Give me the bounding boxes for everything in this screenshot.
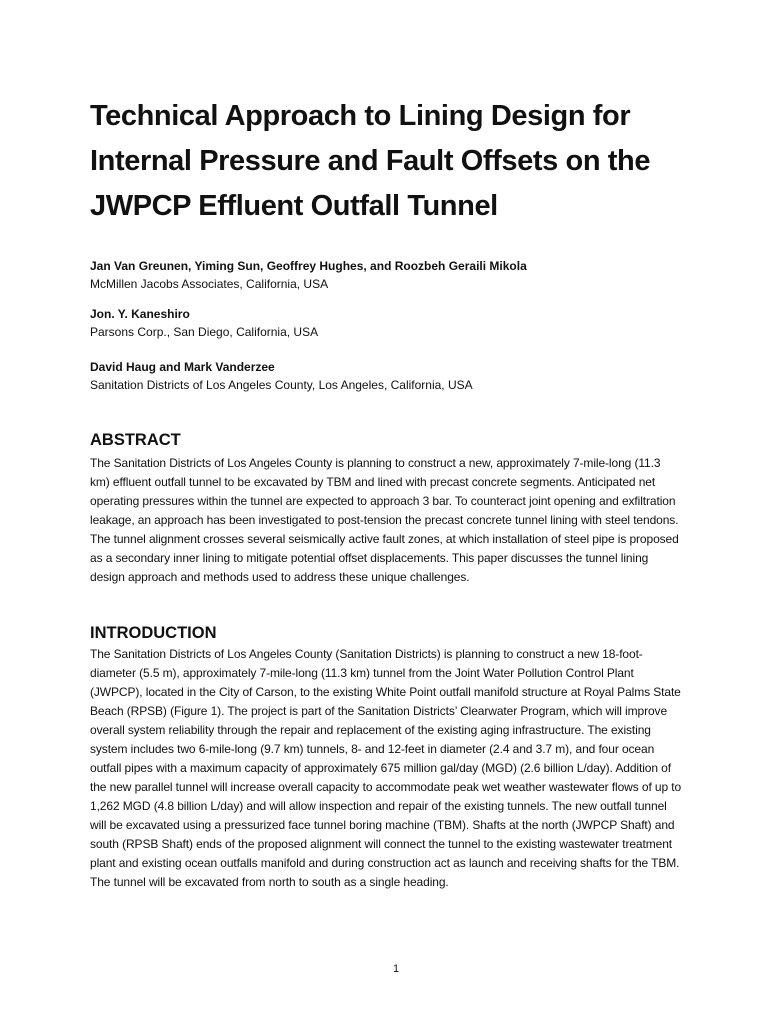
introduction-heading: INTRODUCTION bbox=[90, 624, 217, 642]
author-group-1 bbox=[90, 257, 682, 293]
author-names: Jon. Y. Kaneshiro bbox=[90, 307, 190, 321]
paper-page bbox=[90, 0, 682, 1024]
abstract-body: The Sanitation Districts of Los Angeles County is planning to construct a new, approximately 7-mile-long (11.3 km) effluent outfall tunnel to be excavated by TBM and lined with precast concrete segments. Anticipated net operating pressures within the tunnel are expected to approach 3 bar. To counteract joint opening and exfiltration leakage, an approach has been investigated to post-tension the precast concrete tunnel lining with steel tendons. The tunnel alignment crosses several seismically active fault zones, at which installation of steel pipe is proposed as a secondary inner lining to mitigate potential offset displacements. This paper discusses the tunnel lining design approach and methods used to address these unique challenges. bbox=[90, 456, 679, 584]
author-names: Jan Van Greunen, Yiming Sun, Geoffrey Hughes, and Roozbeh Geraili Mikola bbox=[90, 259, 527, 273]
author-group-2 bbox=[90, 305, 682, 341]
author-group-3 bbox=[90, 358, 682, 394]
page-number: 1 bbox=[392, 963, 400, 975]
author-affiliation: Parsons Corp., San Diego, California, USA bbox=[90, 325, 319, 339]
author-affiliation: Sanitation Districts of Los Angeles County, Los Angeles, California, USA bbox=[90, 378, 473, 392]
paper-title: Technical Approach to Lining Design for Internal Pressure and Fault Offsets on the JWPCP Effluent Outfall Tunnel bbox=[90, 100, 651, 222]
abstract-heading: ABSTRACT bbox=[90, 431, 181, 449]
author-names: David Haug and Mark Vanderzee bbox=[90, 360, 275, 374]
author-affiliation: McMillen Jacobs Associates, California, USA bbox=[90, 277, 329, 291]
introduction-body: The Sanitation Districts of Los Angeles County (Sanitation Districts) is planning to construct a new 18-foot-diameter (5.5 m), approximately 7-mile-long (11.3 km) tunnel from the Joint Water Pollution Control Plant (JWPCP), located in the City of Carson, to the existing White Point outfall manifold structure at Royal Palms State Beach (RPSB) (Figure 1). The project is part of the Sanitation Districts’ Clearwater Program, which will improve overall system reliability through the repair and replacement of the existing aging infrastructure. The existing system includes two 6-mile-long (9.7 km) tunnels, 8- and 12-feet in diameter (2.4 and 3.7 m), and four ocean outfall pipes with a maximum capacity of approximately 675 million gal/day (MGD) (2.6 billion L/day). Addition of the new parallel tunnel will increase overall capacity to accommodate peak wet weather wastewater flows of up to 1,262 MGD (4.8 billion L/day) and will allow inspection and repair of the existing tunnels. The new outfall tunnel will be excavated using a pressurized face tunnel boring machine (TBM). Shafts at the north (JWPCP Shaft) and south (RPSB Shaft) ends of the proposed alignment will connect the tunnel to the existing wastewater treatment plant and existing ocean outfalls manifold and during construction act as launch and receiving shafts for the TBM. The tunnel will be excavated from north to south as a single heading. bbox=[90, 647, 682, 889]
